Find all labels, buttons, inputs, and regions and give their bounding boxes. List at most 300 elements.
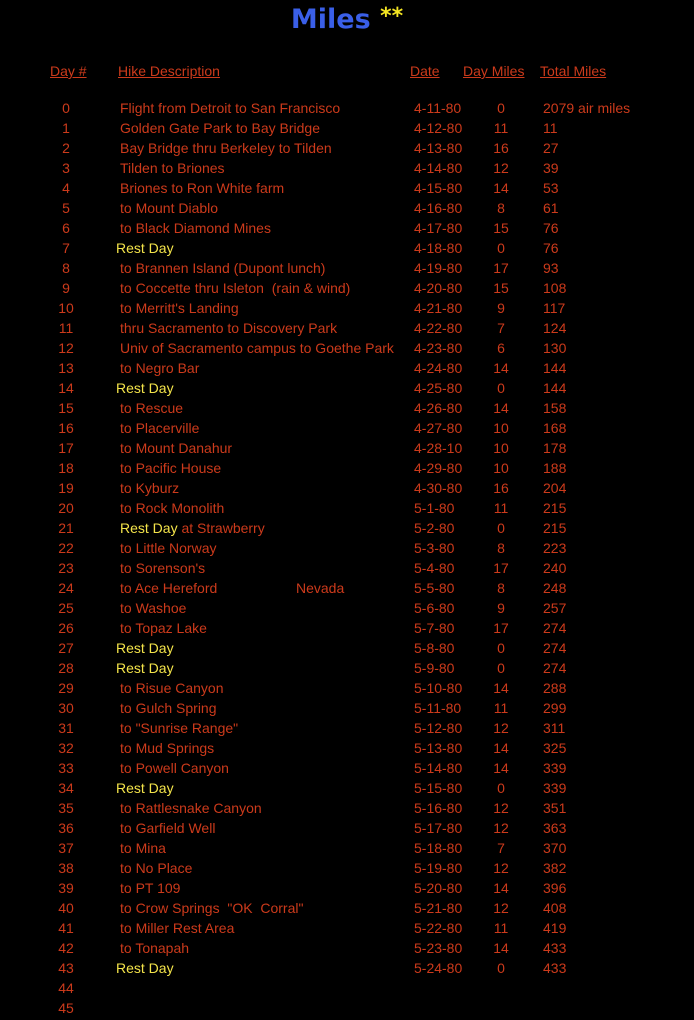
hike-date: 4-20-80 bbox=[414, 280, 463, 296]
rest-day-label: Rest Day bbox=[116, 960, 174, 976]
day-miles: 14 bbox=[493, 180, 509, 196]
hike-date: 5-16-80 bbox=[414, 800, 463, 816]
page-title bbox=[0, 4, 694, 35]
day-miles: 0 bbox=[497, 960, 505, 976]
table-row bbox=[0, 620, 694, 640]
description-text: Golden Gate Park to Bay Bridge bbox=[120, 120, 320, 136]
table-row bbox=[0, 200, 694, 220]
hike-description bbox=[120, 560, 205, 576]
description-text: to Gulch Spring bbox=[120, 700, 217, 716]
day-miles: 12 bbox=[493, 900, 509, 916]
hike-date: 4-13-80 bbox=[414, 140, 463, 156]
table-row bbox=[0, 280, 694, 300]
day-miles: 0 bbox=[497, 660, 505, 676]
day-number: 23 bbox=[58, 560, 74, 576]
total-miles: 130 bbox=[543, 340, 567, 356]
description-text: to Powell Canyon bbox=[120, 760, 229, 776]
total-miles: 11 bbox=[543, 120, 558, 136]
day-miles: 14 bbox=[493, 940, 509, 956]
table-row bbox=[0, 220, 694, 240]
description-text: to Kyburz bbox=[120, 480, 180, 496]
hike-date: 5-14-80 bbox=[414, 760, 463, 776]
hike-description bbox=[120, 220, 271, 236]
hike-date: 5-21-80 bbox=[414, 900, 463, 916]
description-text: Briones to Ron White farm bbox=[120, 180, 285, 196]
table-row bbox=[0, 460, 694, 480]
hike-description bbox=[120, 860, 192, 876]
hike-description bbox=[120, 360, 199, 376]
day-number: 1 bbox=[62, 120, 70, 136]
hike-description bbox=[120, 760, 229, 776]
hike-description bbox=[120, 880, 180, 896]
description-text: Bay Bridge thru Berkeley to Tilden bbox=[120, 140, 332, 156]
description-text: to Miller Rest Area bbox=[120, 920, 235, 936]
hike-date: 5-13-80 bbox=[414, 740, 463, 756]
hike-date: 4-19-80 bbox=[414, 260, 463, 276]
hike-description bbox=[120, 600, 186, 616]
rest-day-label: Rest Day bbox=[116, 380, 174, 396]
table-row bbox=[0, 900, 694, 920]
hike-date: 5-15-80 bbox=[414, 780, 463, 796]
total-miles: 124 bbox=[543, 320, 567, 336]
hike-date: 4-24-80 bbox=[414, 360, 463, 376]
day-number: 17 bbox=[58, 440, 74, 456]
day-miles: 9 bbox=[497, 300, 505, 316]
hike-date: 4-23-80 bbox=[414, 340, 463, 356]
day-number: 28 bbox=[58, 660, 74, 676]
table-row bbox=[0, 980, 694, 1000]
description-text: to Mud Springs bbox=[120, 740, 215, 756]
day-miles: 15 bbox=[493, 220, 509, 236]
day-number: 37 bbox=[58, 840, 74, 856]
hike-description bbox=[116, 780, 174, 796]
hike-date: 5-3-80 bbox=[414, 540, 455, 556]
description-text: to Black Diamond Mines bbox=[120, 220, 271, 236]
total-miles: 299 bbox=[543, 700, 567, 716]
table-row bbox=[0, 760, 694, 780]
total-miles: 240 bbox=[543, 560, 567, 576]
description-text: Tilden to Briones bbox=[120, 160, 225, 176]
day-number: 9 bbox=[62, 280, 70, 296]
description-text: to PT 109 bbox=[120, 880, 181, 896]
hike-description bbox=[120, 140, 332, 156]
day-miles: 11 bbox=[493, 700, 509, 716]
hike-date: 4-11-80 bbox=[414, 100, 462, 116]
hike-description bbox=[120, 460, 221, 476]
day-miles: 17 bbox=[493, 560, 509, 576]
description-text: to Little Norway bbox=[120, 540, 217, 556]
day-miles: 6 bbox=[497, 340, 505, 356]
day-number: 12 bbox=[58, 340, 74, 356]
table-row bbox=[0, 720, 694, 740]
table-row bbox=[0, 1000, 694, 1020]
hike-date: 5-1-80 bbox=[414, 500, 455, 516]
table-row bbox=[0, 640, 694, 660]
hike-description bbox=[120, 280, 350, 296]
total-miles: 215 bbox=[543, 520, 567, 536]
description-text: to Tonapah bbox=[120, 940, 190, 956]
table-row bbox=[0, 680, 694, 700]
day-number: 6 bbox=[62, 220, 70, 236]
table-row bbox=[0, 940, 694, 960]
description-text: thru Sacramento to Discovery Park bbox=[120, 320, 338, 336]
hike-description bbox=[120, 720, 238, 736]
total-miles: 204 bbox=[543, 480, 567, 496]
table-row bbox=[0, 100, 694, 120]
day-number: 45 bbox=[58, 1000, 74, 1016]
total-miles: 274 bbox=[543, 620, 567, 636]
total-miles: 144 bbox=[543, 380, 567, 396]
total-miles: 274 bbox=[543, 640, 567, 656]
header-day[interactable]: Day # bbox=[50, 63, 87, 79]
day-miles: 8 bbox=[497, 200, 505, 216]
day-number: 19 bbox=[58, 480, 74, 496]
total-miles: 215 bbox=[543, 500, 567, 516]
day-number: 11 bbox=[58, 320, 74, 336]
day-miles: 11 bbox=[493, 920, 509, 936]
day-number: 0 bbox=[62, 100, 70, 116]
rest-day-label: Rest Day bbox=[116, 780, 174, 796]
total-miles: 274 bbox=[543, 660, 567, 676]
hike-description bbox=[120, 820, 215, 836]
day-miles: 14 bbox=[493, 400, 509, 416]
hike-date: 4-30-80 bbox=[414, 480, 463, 496]
hike-description bbox=[120, 260, 325, 276]
hike-date: 5-12-80 bbox=[414, 720, 463, 736]
hike-description bbox=[120, 100, 340, 116]
hike-date: 5-8-80 bbox=[414, 640, 455, 656]
day-miles: 14 bbox=[493, 680, 509, 696]
hike-description bbox=[120, 840, 166, 856]
day-number: 4 bbox=[62, 180, 70, 196]
hike-description bbox=[120, 160, 225, 176]
hike-description bbox=[120, 520, 265, 536]
table-row bbox=[0, 360, 694, 380]
total-miles: 223 bbox=[543, 540, 567, 556]
hike-description bbox=[120, 120, 320, 136]
description-text: to Pacific House bbox=[120, 460, 222, 476]
day-miles: 0 bbox=[497, 520, 505, 536]
total-miles: 61 bbox=[543, 200, 559, 216]
hike-description bbox=[120, 500, 224, 516]
hike-description bbox=[120, 440, 232, 456]
table-row bbox=[0, 380, 694, 400]
hike-date: 5-4-80 bbox=[414, 560, 455, 576]
table-row bbox=[0, 440, 694, 460]
table-row bbox=[0, 740, 694, 760]
hike-date: 5-2-80 bbox=[414, 520, 455, 536]
table-row bbox=[0, 340, 694, 360]
day-miles: 7 bbox=[497, 840, 505, 856]
hike-description bbox=[120, 680, 224, 696]
day-miles: 8 bbox=[497, 540, 505, 556]
day-miles: 12 bbox=[493, 820, 509, 836]
total-miles: 433 bbox=[543, 940, 567, 956]
table-row bbox=[0, 700, 694, 720]
hike-description bbox=[116, 660, 174, 676]
day-miles: 9 bbox=[497, 600, 505, 616]
day-number: 27 bbox=[58, 640, 74, 656]
hike-description bbox=[120, 400, 183, 416]
day-miles: 0 bbox=[497, 640, 505, 656]
day-miles: 7 bbox=[497, 320, 505, 336]
description-text: to Coccette thru Isleton (rain & wind) bbox=[120, 280, 351, 296]
header-date[interactable]: Date bbox=[410, 63, 440, 79]
description-text: to Ace Hereford bbox=[120, 580, 218, 596]
hike-date: 5-17-80 bbox=[414, 820, 463, 836]
hike-date: 5-19-80 bbox=[414, 860, 463, 876]
day-miles: 10 bbox=[493, 440, 509, 456]
table-row bbox=[0, 180, 694, 200]
hike-description bbox=[120, 800, 262, 816]
total-miles: 188 bbox=[543, 460, 567, 476]
state-note: Nevada bbox=[296, 580, 345, 596]
hike-date: 5-9-80 bbox=[414, 660, 455, 676]
table-row bbox=[0, 600, 694, 620]
day-miles: 0 bbox=[497, 380, 505, 396]
rest-day-label: Rest Day bbox=[116, 640, 174, 656]
day-number: 8 bbox=[62, 260, 70, 276]
day-number: 22 bbox=[58, 540, 74, 556]
hike-date: 4-25-80 bbox=[414, 380, 463, 396]
day-number: 24 bbox=[58, 580, 74, 596]
hike-date: 5-23-80 bbox=[414, 940, 463, 956]
day-number: 38 bbox=[58, 860, 74, 876]
description-text: to Washoe bbox=[120, 600, 187, 616]
day-number: 21 bbox=[58, 520, 74, 536]
total-miles: 76 bbox=[543, 220, 559, 236]
day-miles: 14 bbox=[493, 740, 509, 756]
day-miles: 8 bbox=[497, 580, 505, 596]
day-number: 41 bbox=[58, 920, 74, 936]
total-miles: 53 bbox=[543, 180, 559, 196]
hike-date: 4-12-80 bbox=[414, 120, 463, 136]
day-number: 15 bbox=[58, 400, 74, 416]
day-number: 14 bbox=[58, 380, 74, 396]
table-row bbox=[0, 860, 694, 880]
description-text: to Rock Monolith bbox=[120, 500, 225, 516]
description-text: to Crow Springs "OK Corral" bbox=[120, 900, 304, 916]
day-number: 2 bbox=[62, 140, 70, 156]
total-miles: 178 bbox=[543, 440, 567, 456]
day-number: 43 bbox=[58, 960, 74, 976]
table-row bbox=[0, 820, 694, 840]
table-row bbox=[0, 320, 694, 340]
table-row bbox=[0, 920, 694, 940]
day-miles: 10 bbox=[493, 460, 509, 476]
day-miles: 10 bbox=[493, 420, 509, 436]
hike-date: 4-22-80 bbox=[414, 320, 463, 336]
hike-date: 5-7-80 bbox=[414, 620, 455, 636]
day-number: 29 bbox=[58, 680, 74, 696]
day-number: 7 bbox=[62, 240, 70, 256]
rest-day-label: Rest Day bbox=[116, 240, 174, 256]
description-text: at Strawberry bbox=[177, 520, 265, 536]
description-text: to Negro Bar bbox=[120, 360, 200, 376]
description-text: to Rattlesnake Canyon bbox=[120, 800, 262, 816]
title-text: Miles bbox=[290, 4, 371, 35]
hike-date: 4-18-80 bbox=[414, 240, 463, 256]
header-total-miles[interactable]: Total Miles bbox=[540, 63, 607, 79]
hike-description bbox=[120, 940, 189, 956]
description-text: Univ of Sacramento campus to Goethe Park bbox=[120, 340, 394, 356]
day-miles: 14 bbox=[493, 760, 509, 776]
total-miles: 396 bbox=[543, 880, 567, 896]
day-number: 16 bbox=[58, 420, 74, 436]
total-miles: 248 bbox=[543, 580, 567, 596]
hike-date: 4-16-80 bbox=[414, 200, 463, 216]
day-number: 26 bbox=[58, 620, 74, 636]
hike-description bbox=[120, 900, 303, 916]
table-row bbox=[0, 580, 694, 600]
hike-description bbox=[116, 240, 174, 256]
total-miles: 288 bbox=[543, 680, 567, 696]
hike-date: 5-20-80 bbox=[414, 880, 463, 896]
table-row bbox=[0, 160, 694, 180]
total-miles: 117 bbox=[543, 300, 566, 316]
header-day-miles[interactable]: Day Miles bbox=[463, 63, 525, 79]
day-number: 18 bbox=[58, 460, 74, 476]
hike-date: 5-10-80 bbox=[414, 680, 463, 696]
hike-date: 4-26-80 bbox=[414, 400, 463, 416]
hike-description bbox=[120, 620, 207, 636]
total-miles: 257 bbox=[543, 600, 567, 616]
hike-date: 4-15-80 bbox=[414, 180, 463, 196]
table-row bbox=[0, 520, 694, 540]
hike-description bbox=[120, 420, 199, 436]
description-text: to Brannen Island (Dupont lunch) bbox=[120, 260, 326, 276]
hike-date: 5-5-80 bbox=[414, 580, 455, 596]
table-row bbox=[0, 540, 694, 560]
hike-description bbox=[120, 580, 217, 596]
description-text: to Topaz Lake bbox=[120, 620, 207, 636]
day-number: 31 bbox=[58, 720, 74, 736]
day-number: 3 bbox=[62, 160, 70, 176]
total-miles: 363 bbox=[543, 820, 567, 836]
description-text: to Sorenson's bbox=[120, 560, 206, 576]
title-stars: ** bbox=[380, 4, 404, 29]
hike-description bbox=[120, 300, 239, 316]
day-number: 13 bbox=[58, 360, 74, 376]
day-number: 10 bbox=[58, 300, 74, 316]
total-miles: 433 bbox=[543, 960, 567, 976]
description-text: to Placerville bbox=[120, 420, 200, 436]
table-row bbox=[0, 960, 694, 980]
hike-date: 5-18-80 bbox=[414, 840, 463, 856]
day-miles: 0 bbox=[497, 100, 505, 116]
hike-description bbox=[120, 740, 214, 756]
total-miles: 339 bbox=[543, 780, 567, 796]
total-miles: 27 bbox=[543, 140, 559, 156]
day-miles: 11 bbox=[493, 120, 509, 136]
hike-description bbox=[120, 180, 284, 196]
table-row bbox=[0, 140, 694, 160]
hike-description bbox=[120, 920, 234, 936]
total-miles: 311 bbox=[543, 720, 566, 736]
description-text: to Merritt's Landing bbox=[120, 300, 239, 316]
day-number: 35 bbox=[58, 800, 74, 816]
day-miles: 0 bbox=[497, 780, 505, 796]
table-row bbox=[0, 660, 694, 680]
total-miles: 325 bbox=[543, 740, 567, 756]
day-miles: 12 bbox=[493, 160, 509, 176]
rest-day-label: Rest Day bbox=[116, 660, 174, 676]
table-row bbox=[0, 780, 694, 800]
day-miles: 15 bbox=[493, 280, 509, 296]
total-miles: 158 bbox=[543, 400, 567, 416]
hike-description bbox=[120, 340, 394, 356]
total-miles: 339 bbox=[543, 760, 567, 776]
total-miles: 76 bbox=[543, 240, 559, 256]
rest-day-label: Rest Day bbox=[120, 520, 178, 536]
table-row bbox=[0, 840, 694, 860]
total-miles: 2079 air miles bbox=[543, 100, 631, 116]
total-miles: 168 bbox=[543, 420, 567, 436]
hike-date: 5-6-80 bbox=[414, 600, 455, 616]
hike-description bbox=[120, 540, 216, 556]
table-row bbox=[0, 120, 694, 140]
description-text: to No Place bbox=[120, 860, 193, 876]
hike-description bbox=[120, 200, 218, 216]
description-text: Flight from Detroit to San Francisco bbox=[120, 100, 341, 116]
hike-description bbox=[120, 320, 337, 336]
hike-description bbox=[120, 700, 217, 716]
day-miles: 12 bbox=[493, 800, 509, 816]
header-description[interactable]: Hike Description bbox=[118, 63, 220, 79]
total-miles: 382 bbox=[543, 860, 567, 876]
total-miles: 39 bbox=[543, 160, 559, 176]
hike-date: 5-24-80 bbox=[414, 960, 463, 976]
table-row bbox=[0, 420, 694, 440]
day-number: 20 bbox=[58, 500, 74, 516]
description-text: to Rescue bbox=[120, 400, 184, 416]
table-row bbox=[0, 480, 694, 500]
day-miles: 16 bbox=[493, 480, 509, 496]
day-miles: 0 bbox=[497, 240, 505, 256]
hike-description bbox=[116, 960, 174, 976]
hike-date: 4-28-10 bbox=[414, 440, 463, 456]
hike-description bbox=[120, 480, 179, 496]
description-text: to Risue Canyon bbox=[120, 680, 224, 696]
day-number: 42 bbox=[58, 940, 74, 956]
hike-date: 4-21-80 bbox=[414, 300, 463, 316]
table-row bbox=[0, 300, 694, 320]
day-miles: 16 bbox=[493, 140, 509, 156]
total-miles: 419 bbox=[543, 920, 567, 936]
day-number: 25 bbox=[58, 600, 74, 616]
total-miles: 370 bbox=[543, 840, 567, 856]
day-number: 5 bbox=[62, 200, 70, 216]
description-text: to Mina bbox=[120, 840, 166, 856]
total-miles: 108 bbox=[543, 280, 567, 296]
day-number: 33 bbox=[58, 760, 74, 776]
description-text: to Mount Danahur bbox=[120, 440, 233, 456]
table-row bbox=[0, 400, 694, 420]
day-miles: 14 bbox=[493, 360, 509, 376]
hike-date: 4-27-80 bbox=[414, 420, 463, 436]
table-row bbox=[0, 260, 694, 280]
hike-date: 4-14-80 bbox=[414, 160, 463, 176]
day-miles: 17 bbox=[493, 620, 509, 636]
day-miles: 11 bbox=[493, 500, 509, 516]
table-row bbox=[0, 240, 694, 260]
day-number: 39 bbox=[58, 880, 74, 896]
day-miles: 12 bbox=[493, 720, 509, 736]
table-row bbox=[0, 500, 694, 520]
total-miles: 144 bbox=[543, 360, 567, 376]
description-text: to "Sunrise Range" bbox=[120, 720, 239, 736]
table-row bbox=[0, 560, 694, 580]
